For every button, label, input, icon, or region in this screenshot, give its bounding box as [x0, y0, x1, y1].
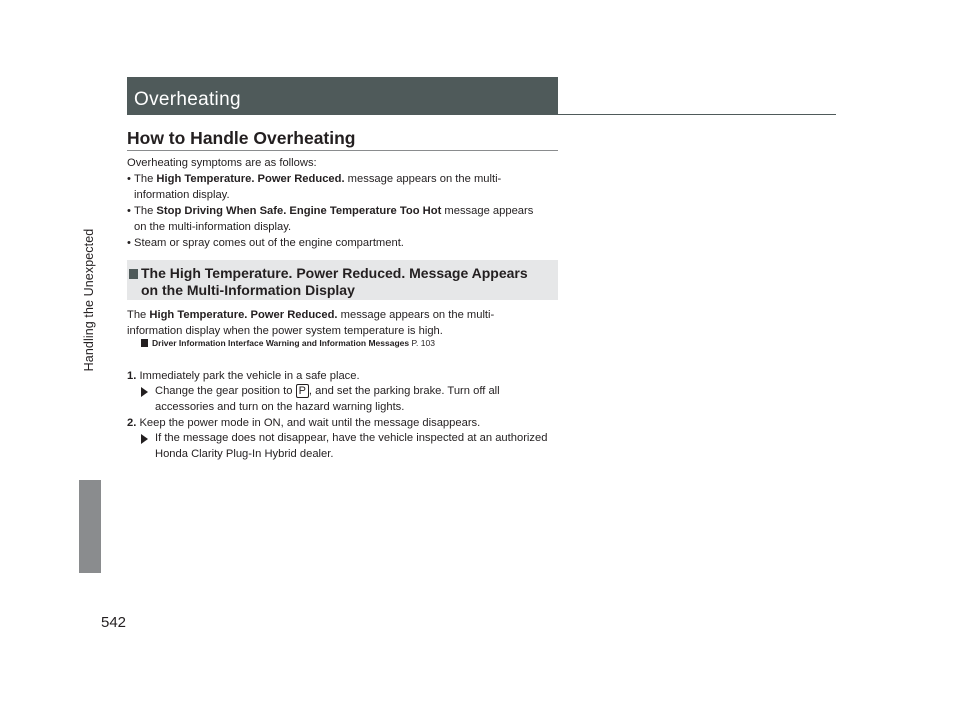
- page-number: 542: [101, 614, 127, 631]
- step-2-detail-line-2: Honda Clarity Plug-In Hybrid dealer.: [155, 448, 334, 460]
- section-divider: [127, 150, 558, 151]
- arrow-right-icon: [141, 434, 148, 444]
- bullet-dot: •: [127, 173, 135, 185]
- reference-arrow-icon: [141, 339, 148, 347]
- subsection-paragraph-line-1: The High Temperature. Power Reduced. message appears on the multi-: [127, 309, 495, 321]
- step-2: 2. Keep the power mode in ON, and wait until the message disappears.: [127, 417, 481, 429]
- subsection-paragraph-line-2: information display when the power system temperature is high.: [127, 325, 443, 337]
- arrow-right-icon: [141, 387, 148, 397]
- header-rule: [558, 114, 836, 115]
- section-title: How to Handle Overheating: [127, 128, 356, 148]
- square-marker-icon: [129, 269, 138, 279]
- bullet-3: • Steam or spray comes out of the engine compartment.: [127, 237, 404, 249]
- bullet-1-line-1: • The High Temperature. Power Reduced. message appears on the multi-: [127, 173, 502, 185]
- step-2-detail-line-1: If the message does not disappear, have the vehicle inspected at an authorized: [155, 432, 548, 444]
- bullet-2-line-1: • The Stop Driving When Safe. Engine Temperature Too Hot message appears: [127, 205, 534, 217]
- chapter-label: Handling the Unexpected: [82, 228, 96, 372]
- gear-p-icon: P: [296, 384, 309, 398]
- intro-text: Overheating symptoms are as follows:: [127, 157, 317, 169]
- bullet-1-line-2: information display.: [134, 189, 230, 201]
- reference-link[interactable]: Driver Information Interface Warning and Information Messages P. 103: [152, 338, 435, 348]
- side-tab-marker: [79, 480, 101, 573]
- page-title: Overheating: [134, 89, 241, 110]
- subsection-title-line-1: The High Temperature. Power Reduced. Message Appears: [141, 265, 528, 281]
- bullet-2-line-2: on the multi-information display.: [134, 221, 292, 233]
- step-1-detail-line-2: accessories and turn on the hazard warning lights.: [155, 401, 405, 413]
- bullet-dot: •: [127, 205, 135, 217]
- bullet-dot: •: [127, 237, 135, 249]
- step-1: 1. Immediately park the vehicle in a safe place.: [127, 370, 360, 382]
- step-1-detail-line-1: Change the gear position to P , and set the parking brake. Turn off all: [155, 385, 500, 397]
- subsection-title-line-2: on the Multi-Information Display: [141, 282, 355, 298]
